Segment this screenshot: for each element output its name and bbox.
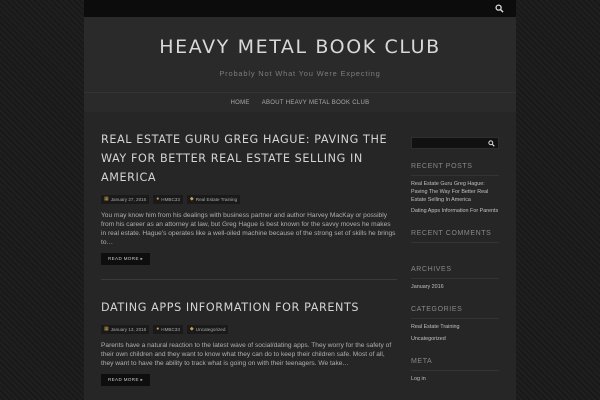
recent-posts-list — [411, 181, 499, 216]
post-item — [101, 298, 397, 386]
nav-item-about[interactable]: ABOUT HEAVY METAL BOOK CLUB — [261, 100, 370, 106]
user-icon: ● — [156, 196, 160, 202]
widget-title-archives: ARCHIVES — [411, 266, 499, 279]
recent-post-link[interactable]: Real Estate Guru Greg Hague: Paving The Way For Better Real Estate Selling In America — [411, 181, 489, 203]
top-bar — [84, 0, 516, 17]
post-author-text: HMBC33 — [161, 197, 180, 202]
main-content — [101, 130, 397, 386]
category-link[interactable]: Real Estate Training — [411, 323, 460, 330]
post-meta — [101, 325, 397, 334]
post-category-text: Uncategorized — [195, 327, 226, 332]
site-title[interactable]: HEAVY METAL BOOK CLUB — [159, 36, 441, 58]
user-icon: ● — [156, 326, 160, 332]
categories-list — [411, 324, 499, 344]
main-nav — [84, 100, 516, 106]
post-date-text: January 27, 2016 — [110, 197, 147, 202]
tag-icon: ◆ — [189, 196, 194, 202]
site-tagline: Probably Not What You Were Expecting — [219, 69, 381, 78]
post-author[interactable] — [153, 325, 183, 334]
widget-title-meta: META — [411, 358, 499, 371]
read-more-button[interactable]: READ MORE ▸ — [101, 374, 150, 386]
post-category[interactable] — [187, 325, 228, 334]
recent-post-link[interactable]: Dating Apps Information For Parents — [411, 208, 499, 215]
widget-title-recent-comments: RECENT COMMENTS — [411, 230, 499, 243]
post-category[interactable] — [187, 195, 240, 204]
site-header — [84, 17, 516, 112]
sidebar-search — [411, 137, 499, 149]
post-title[interactable]: DATING APPS INFORMATION FOR PARENTS — [101, 301, 360, 314]
sidebar — [411, 137, 499, 387]
post-title[interactable]: REAL ESTATE GURU GREG HAGUE: PAVING THE WAY FOR BETTER REAL ESTATE SELLING IN AMERICA — [101, 133, 388, 184]
post-excerpt: You may know him from his dealings with business partner and author Harvey MacKay or possibly from his career as an attorney at law, but Greg Hague is best known for the savvy moves he makes in real estate. Hague's operates like a well-oiled machine because of the strong set of skills he brings to… — [101, 212, 396, 246]
search-icon[interactable] — [488, 140, 495, 147]
post-date-text: January 13, 2016 — [110, 327, 147, 332]
post-date[interactable] — [101, 195, 149, 204]
nav-item-home[interactable]: HOME — [230, 100, 250, 106]
login-link[interactable]: Log in — [411, 375, 426, 382]
read-more-button[interactable]: READ MORE ▸ — [101, 253, 150, 265]
tag-icon: ◆ — [189, 326, 194, 332]
calendar-icon: ▦ — [104, 196, 109, 202]
meta-list — [411, 376, 499, 384]
archive-link[interactable]: January 2016 — [411, 284, 444, 291]
archives-list — [411, 284, 499, 292]
widget-title-categories: CATEGORIES — [411, 306, 499, 319]
post-category-text: Real Estate Training — [195, 197, 238, 202]
sidebar-search-input[interactable] — [412, 138, 486, 148]
post-meta — [101, 195, 397, 204]
post-author[interactable] — [153, 195, 183, 204]
post-item — [101, 130, 397, 265]
recent-comments-list — [411, 243, 499, 252]
category-link[interactable]: Uncategorized — [411, 335, 446, 342]
search-icon[interactable] — [495, 4, 504, 13]
post-author-text: HMBC33 — [161, 327, 180, 332]
post-excerpt: Parents have a natural reaction to the latest wave of social/dating apps. They worry for the safety of their own children and they want to know what they can do to keep their children safe. Most of all, they want to have the ability to track what is going on with their teenagers. We take… — [101, 342, 392, 367]
nav-divider — [84, 92, 516, 93]
widget-title-recent-posts: RECENT POSTS — [411, 163, 499, 176]
post-date[interactable] — [101, 325, 149, 334]
calendar-icon: ▦ — [104, 326, 109, 332]
post-divider — [101, 279, 397, 280]
